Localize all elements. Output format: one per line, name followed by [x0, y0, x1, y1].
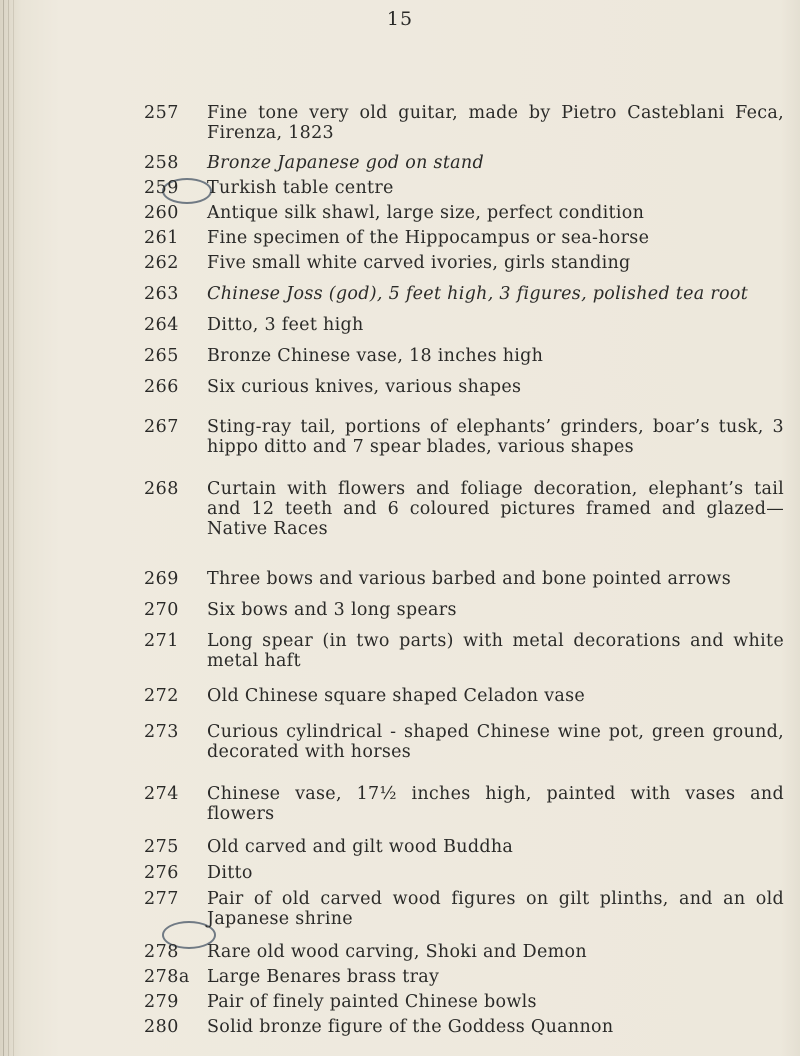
lot-number: 260 [144, 203, 179, 223]
binding-edge [8, 0, 9, 1056]
lot-number: 275 [144, 837, 179, 857]
lot-number: 271 [144, 631, 179, 651]
lot-description: Fine specimen of the Hippocampus or sea-horse [207, 228, 650, 248]
lot-number: 279 [144, 992, 179, 1012]
lot-description: Curtain with flowers and foliage decoration, elephant’s tail and 12 teeth and 6 coloured pictures framed and glazed—Native Races [207, 479, 784, 539]
lot-number: 278 [144, 942, 179, 962]
lot-description: Six bows and 3 long spears [207, 600, 457, 620]
lot-number: 269 [144, 569, 179, 589]
lot-number: 263 [144, 284, 179, 304]
lot-number: 272 [144, 686, 179, 706]
lot-number: 278a [144, 967, 190, 987]
lot-description: Old carved and gilt wood Buddha [207, 837, 514, 857]
lot-description: Three bows and various barbed and bone pointed arrows [207, 569, 731, 589]
lot-description: Sting-ray tail, portions of elephants’ grinders, boar’s tusk, 3 hippo ditto and 7 spear blades, various shapes [207, 417, 784, 457]
binding-edge [13, 0, 14, 1056]
lot-number: 262 [144, 253, 179, 273]
lot-description: Long spear (in two parts) with metal decorations and white metal haft [207, 631, 784, 671]
lot-description: Ditto, 3 feet high [207, 315, 364, 335]
lot-description: Turkish table centre [207, 178, 394, 198]
lot-description: Six curious knives, various shapes [207, 377, 522, 397]
lot-number: 270 [144, 600, 179, 620]
lot-number: 266 [144, 377, 179, 397]
lot-description: Curious cylindrical - shaped Chinese wine pot, green ground, decorated with horses [207, 722, 784, 762]
page-number: 15 [386, 8, 414, 30]
lot-description: Solid bronze figure of the Goddess Quannon [207, 1017, 614, 1037]
lot-number: 261 [144, 228, 179, 248]
binding-edge [3, 0, 4, 1056]
lot-number: 257 [144, 103, 179, 123]
lot-number: 265 [144, 346, 179, 366]
lot-description: Large Benares brass tray [207, 967, 440, 987]
lot-number: 273 [144, 722, 179, 742]
lot-description: Five small white carved ivories, girls standing [207, 253, 631, 273]
lot-description: Bronze Japanese god on stand [207, 153, 484, 173]
lot-number: 259 [144, 178, 179, 198]
lot-description: Fine tone very old guitar, made by Pietro Casteblani Feca, Firenza, 1823 [207, 103, 784, 143]
lot-number: 268 [144, 479, 179, 499]
lot-number: 280 [144, 1017, 179, 1037]
lot-number: 264 [144, 315, 179, 335]
lot-description: Chinese vase, 17½ inches high, painted with vases and flowers [207, 784, 784, 824]
lot-description: Pair of old carved wood figures on gilt plinths, and an old Japanese shrine [207, 889, 784, 929]
lot-number: 276 [144, 863, 179, 883]
lot-number: 277 [144, 889, 179, 909]
lot-description: Pair of finely painted Chinese bowls [207, 992, 537, 1012]
lot-description: Rare old wood carving, Shoki and Demon [207, 942, 587, 962]
lot-description: Bronze Chinese vase, 18 inches high [207, 346, 544, 366]
lot-description: Old Chinese square shaped Celadon vase [207, 686, 586, 706]
lot-description: Chinese Joss (god), 5 feet high, 3 figures, polished tea root [207, 284, 749, 304]
lot-description: Antique silk shawl, large size, perfect condition [207, 203, 645, 223]
lot-number: 267 [144, 417, 179, 437]
lot-number: 258 [144, 153, 179, 173]
lot-description: Ditto [207, 863, 253, 883]
lot-number: 274 [144, 784, 179, 804]
